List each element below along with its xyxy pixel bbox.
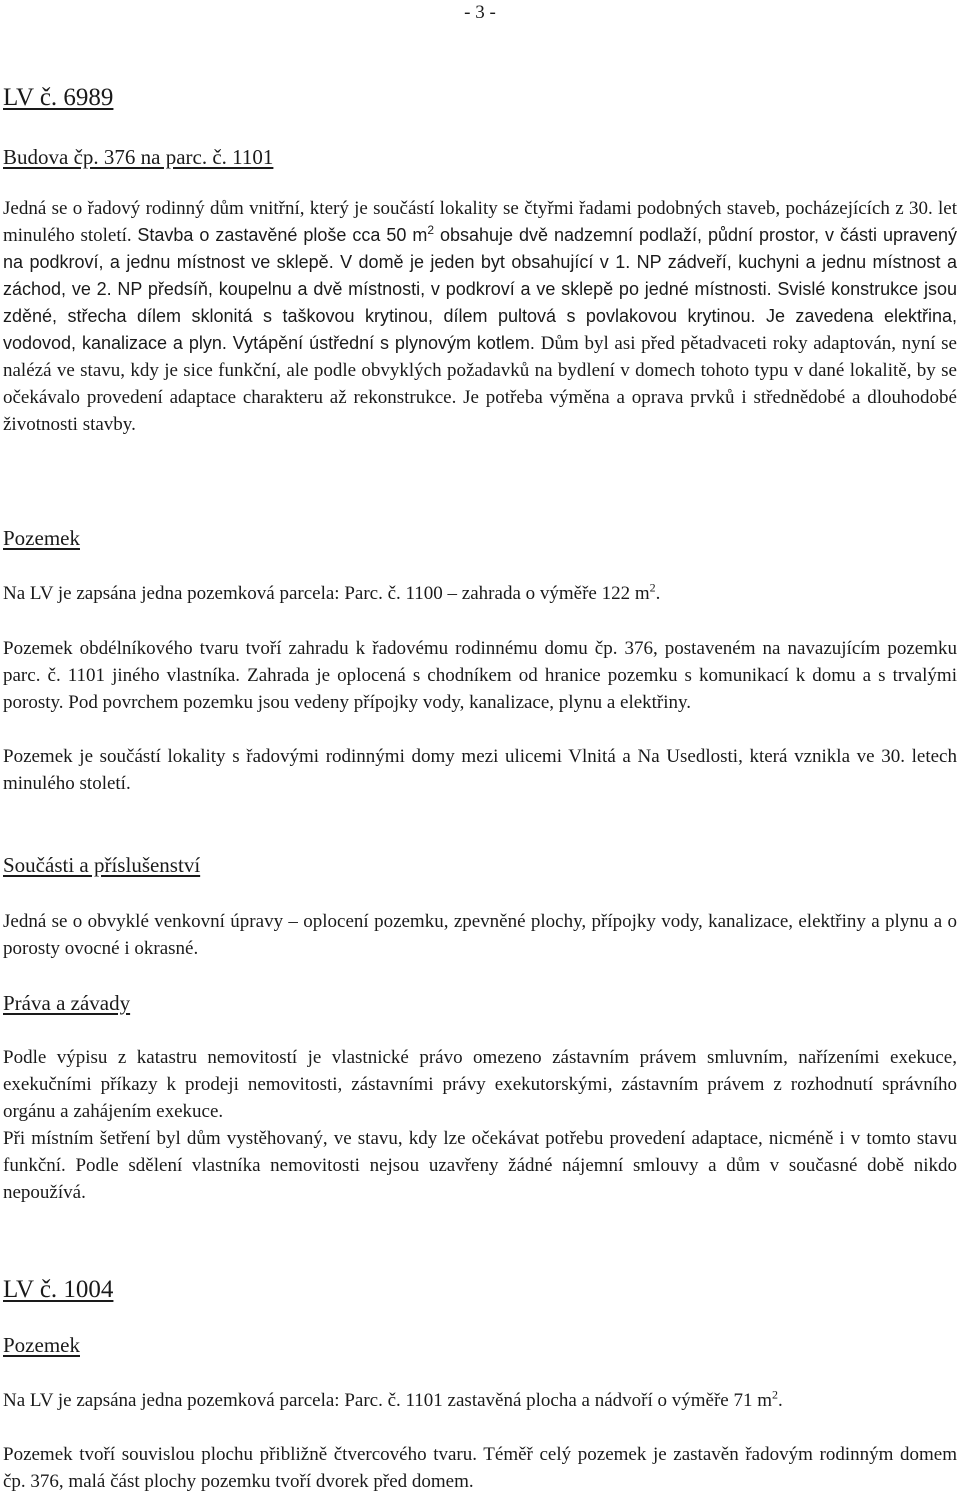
pozemek-heading-2: Pozemek xyxy=(3,1333,80,1357)
parcel-area-superscript-2: 2 xyxy=(772,1387,779,1402)
parcel-line-end-2: . xyxy=(778,1390,783,1411)
soucasti-heading: Součásti a příslušenství xyxy=(3,853,201,877)
section-title-lv-1004: LV č. 1004 xyxy=(3,1276,114,1303)
description-sentence-4: Dům byl asi před pětadvaceti roky adaptován, nyní se nalézá ve stavu, kdy je sice funkční, ale podle obvyklých požadavků na bydlení v domech tohoto typu v dané lokalitě, by se očekávalo provedení adaptace charakteru až rekonstrukce. Je potřeba výměna a oprava prvků i střednědobé a dlouhodobé životnosti stavby. xyxy=(3,333,957,435)
prava-inspection-paragraph: Při místním šetření byl dům vystěhovaný, ve stavu, kdy lze očekávat potřebu provedení adaptace, nicméně i v tomto stavu funkční. Podle sdělení vlastníka nemovitosti nejsou uzavřeny žádné nájemní smlouvy a dům v současné době nikdo nepoužívá. xyxy=(3,1128,957,1203)
pozemek-heading: Pozemek xyxy=(3,526,80,550)
parcel-line-end: . xyxy=(655,583,661,604)
area-unit-superscript: 2 xyxy=(427,223,435,237)
parcel-text: Na LV je zapsána jedna pozemková parcela: Parc. č. 1100 – zahrada o výměře 122 m xyxy=(3,583,650,604)
pozemek-description-paragraph-2: Pozemek tvoří souvislou plochu přibližně čtvercového tvaru. Téměř celý pozemek je zastavěn řadovým rodinným domem čp. 376, malá část plochy pozemku tvoří dvorek před domem. xyxy=(3,1444,957,1492)
pozemek-locality-paragraph: Pozemek je součástí lokality s řadovými rodinnými domy mezi ulicemi Vlnitá a Na Usedlosti, která vznikla ve 30. letech minulého století. xyxy=(3,746,957,794)
building-subtitle: Budova čp. 376 na parc. č. 1101 xyxy=(3,145,274,169)
description-area-text: Stavba o zastavěné ploše cca 50 m xyxy=(137,225,428,245)
prava-register-paragraph: Podle výpisu z katastru nemovitostí je vlastnické právo omezeno zástavním právem smluvním, nařízeními exekuce, exekučními příkazy k prodeji nemovitosti, zástavními právy exekutorskými, zástavním právem z rozhodnutí správního orgánu a zahájením exekuce. xyxy=(3,1047,957,1122)
building-description-paragraph xyxy=(3,195,957,438)
description-sentence-3: obsahuje dvě nadzemní podlaží, půdní prostor, v části upravený na podkroví, a jednu místnost ve sklepě. V domě je jeden byt obsahující v 1. NP zádveří, kuchyni a jednu místnost a záchod, ve 2. NP předsíň, koupelnu a dvě místnosti, v podkroví a ve sklepě po jedné místnosti. Svislé konstrukce jsou zděné, střecha dílem sklonitá s taškovou krytinou, dílem pultová s povlakovou krytinou. Je zavedena elektřina, vodovod, kanalizace a plyn. Vytápění ústřední s plynovým kotlem. xyxy=(3,225,957,353)
description-sentence-1: Jedná se o řadový rodinný dům vnitřní, který je součástí lokality se čtyřmi řadami podobných staveb, pocházejících z 30. let minulého století. xyxy=(3,198,957,246)
prava-heading: Práva a závady xyxy=(3,991,131,1015)
pozemek-parcel-line xyxy=(3,580,957,607)
pozemek-parcel-line-2 xyxy=(3,1387,957,1414)
parcel-area-superscript: 2 xyxy=(649,580,656,595)
page-number: - 3 - xyxy=(464,2,496,23)
soucasti-paragraph: Jedná se o obvyklé venkovní úpravy – oplocení pozemku, zpevněné plochy, přípojky vody, kanalizace, elektřiny a plynu a o porosty ovocné i okrasné. xyxy=(3,911,957,959)
parcel-text-2: Na LV je zapsána jedna pozemková parcela: Parc. č. 1101 zastavěná plocha a nádvoří o výměře 71 m xyxy=(3,1390,773,1411)
pozemek-description-paragraph: Pozemek obdélníkového tvaru tvoří zahradu k řadovému rodinnému domu čp. 376, postaveném na navazujícím pozemku parc. č. 1101 jiného vlastníka. Zahrada je oplocená s chodníkem od hranice pozemku s komunikací k domu a s trvalými porosty. Pod povrchem pozemku jsou vedeny přípojky vody, kanalizace, plynu a elektřiny. xyxy=(3,638,957,713)
section-title-lv-6989: LV č. 6989 xyxy=(3,84,114,111)
